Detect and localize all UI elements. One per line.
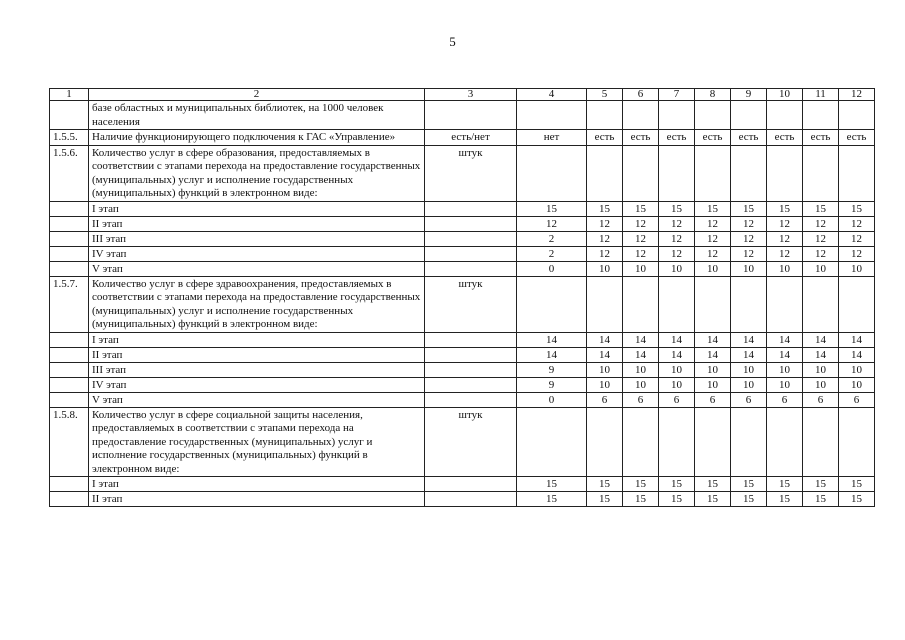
- indicator-code: [50, 362, 89, 377]
- value-cell: 12: [839, 231, 875, 246]
- stage-row: [50, 347, 875, 362]
- indicator-code: 1.5.6.: [50, 145, 89, 201]
- column-number-5: 5: [587, 89, 623, 101]
- value-cell: 10: [839, 377, 875, 392]
- value-cell: [839, 145, 875, 201]
- indicators-table: [49, 88, 875, 507]
- value-cell: есть: [767, 130, 803, 146]
- value-cell: 6: [839, 392, 875, 407]
- value-cell: [517, 276, 587, 332]
- value-cell: [623, 407, 659, 477]
- indicator-unit: [425, 392, 517, 407]
- value-cell: 12: [659, 216, 695, 231]
- value-cell: 10: [623, 362, 659, 377]
- value-cell: 10: [731, 362, 767, 377]
- value-cell: 15: [731, 201, 767, 216]
- stage-label: III этап: [89, 362, 425, 377]
- value-cell: 0: [517, 261, 587, 276]
- value-cell: 10: [695, 261, 731, 276]
- value-cell: 12: [623, 216, 659, 231]
- value-cell: 15: [767, 492, 803, 507]
- value-cell: 14: [767, 332, 803, 347]
- value-cell: 14: [517, 347, 587, 362]
- value-cell: [659, 276, 695, 332]
- value-cell: 15: [659, 492, 695, 507]
- table-row: [50, 101, 875, 130]
- value-cell: 10: [659, 377, 695, 392]
- value-cell: [767, 276, 803, 332]
- value-cell: есть: [731, 130, 767, 146]
- indicator-unit: [425, 332, 517, 347]
- indicator-code: [50, 377, 89, 392]
- stage-label: I этап: [89, 201, 425, 216]
- value-cell: [731, 407, 767, 477]
- indicator-text: Количество услуг в сфере здравоохранения, предоставляемых в соответствии с этапами перехода на предоставление государственных (муниципальных) услуг и исполнение государственных (муниципальных) функций в электронном виде:: [89, 276, 425, 332]
- value-cell: 9: [517, 362, 587, 377]
- stage-label: IV этап: [89, 377, 425, 392]
- value-cell: 10: [767, 377, 803, 392]
- value-cell: 10: [803, 362, 839, 377]
- table-row: [50, 276, 875, 332]
- value-cell: 12: [695, 246, 731, 261]
- value-cell: 12: [587, 216, 623, 231]
- indicator-code: 1.5.8.: [50, 407, 89, 477]
- indicator-code: [50, 216, 89, 231]
- value-cell: 14: [803, 332, 839, 347]
- value-cell: 6: [587, 392, 623, 407]
- value-cell: 12: [839, 246, 875, 261]
- value-cell: [623, 101, 659, 130]
- value-cell: 0: [517, 392, 587, 407]
- table-row: [50, 145, 875, 201]
- indicator-text: базе областных и муниципальных библиотек, на 1000 человек населения: [89, 101, 425, 130]
- value-cell: [695, 276, 731, 332]
- value-cell: 10: [803, 377, 839, 392]
- indicator-code: [50, 201, 89, 216]
- column-number-3: 3: [425, 89, 517, 101]
- value-cell: 10: [587, 377, 623, 392]
- value-cell: 6: [731, 392, 767, 407]
- indicator-unit: [425, 101, 517, 130]
- indicator-code: [50, 492, 89, 507]
- value-cell: [623, 145, 659, 201]
- value-cell: [587, 145, 623, 201]
- value-cell: 10: [623, 377, 659, 392]
- stage-row: [50, 201, 875, 216]
- indicator-unit: [425, 231, 517, 246]
- value-cell: есть: [803, 130, 839, 146]
- value-cell: 10: [623, 261, 659, 276]
- value-cell: [659, 101, 695, 130]
- stage-label: II этап: [89, 492, 425, 507]
- value-cell: 14: [767, 347, 803, 362]
- value-cell: [623, 276, 659, 332]
- value-cell: 14: [839, 347, 875, 362]
- column-number-11: 11: [803, 89, 839, 101]
- value-cell: [659, 145, 695, 201]
- value-cell: 15: [731, 492, 767, 507]
- indicator-code: [50, 101, 89, 130]
- value-cell: 10: [659, 362, 695, 377]
- value-cell: 9: [517, 377, 587, 392]
- value-cell: 15: [803, 492, 839, 507]
- value-cell: [803, 145, 839, 201]
- table-row: [50, 130, 875, 146]
- column-number-4: 4: [517, 89, 587, 101]
- indicator-unit: [425, 477, 517, 492]
- value-cell: [803, 101, 839, 130]
- value-cell: [803, 407, 839, 477]
- value-cell: 14: [731, 347, 767, 362]
- value-cell: 14: [623, 332, 659, 347]
- value-cell: 15: [659, 201, 695, 216]
- value-cell: 15: [517, 477, 587, 492]
- column-number-8: 8: [695, 89, 731, 101]
- value-cell: 12: [659, 231, 695, 246]
- stage-label: II этап: [89, 347, 425, 362]
- indicator-text: Количество услуг в сфере образования, предоставляемых в соответствии с этапами перехода на предоставление государственных (муниципальных) услуг и исполнение государственных (муниципальных) функций в электронном виде:: [89, 145, 425, 201]
- value-cell: 10: [587, 261, 623, 276]
- indicator-unit: [425, 362, 517, 377]
- value-cell: 15: [587, 492, 623, 507]
- value-cell: 12: [695, 216, 731, 231]
- column-number-6: 6: [623, 89, 659, 101]
- value-cell: [731, 276, 767, 332]
- value-cell: 12: [803, 231, 839, 246]
- value-cell: [587, 407, 623, 477]
- value-cell: 15: [587, 477, 623, 492]
- indicator-unit: [425, 377, 517, 392]
- value-cell: 14: [659, 332, 695, 347]
- value-cell: 15: [695, 477, 731, 492]
- value-cell: 14: [695, 347, 731, 362]
- value-cell: есть: [659, 130, 695, 146]
- value-cell: 12: [839, 216, 875, 231]
- indicator-unit: [425, 216, 517, 231]
- value-cell: 15: [731, 477, 767, 492]
- value-cell: 12: [587, 246, 623, 261]
- indicator-unit: штук: [425, 407, 517, 477]
- stage-label: IV этап: [89, 246, 425, 261]
- stage-row: [50, 492, 875, 507]
- value-cell: 12: [767, 246, 803, 261]
- value-cell: 6: [695, 392, 731, 407]
- stage-label: I этап: [89, 477, 425, 492]
- value-cell: [517, 145, 587, 201]
- indicator-unit: [425, 246, 517, 261]
- value-cell: [839, 407, 875, 477]
- column-number-10: 10: [767, 89, 803, 101]
- indicator-code: [50, 231, 89, 246]
- value-cell: [767, 145, 803, 201]
- value-cell: 10: [767, 261, 803, 276]
- value-cell: [695, 101, 731, 130]
- value-cell: 15: [767, 201, 803, 216]
- value-cell: 10: [839, 362, 875, 377]
- value-cell: 14: [587, 332, 623, 347]
- indicator-unit: [425, 492, 517, 507]
- value-cell: 2: [517, 246, 587, 261]
- value-cell: 15: [839, 201, 875, 216]
- value-cell: 10: [767, 362, 803, 377]
- value-cell: 6: [767, 392, 803, 407]
- value-cell: 12: [767, 216, 803, 231]
- column-number-row: [50, 89, 875, 101]
- value-cell: [839, 101, 875, 130]
- value-cell: 12: [623, 231, 659, 246]
- value-cell: 12: [623, 246, 659, 261]
- value-cell: 12: [803, 216, 839, 231]
- column-number-12: 12: [839, 89, 875, 101]
- stage-row: [50, 477, 875, 492]
- value-cell: 12: [767, 231, 803, 246]
- page-number: 5: [449, 34, 456, 49]
- stage-row: [50, 261, 875, 276]
- value-cell: 10: [587, 362, 623, 377]
- indicator-unit: штук: [425, 276, 517, 332]
- value-cell: 10: [695, 377, 731, 392]
- column-number-1: 1: [50, 89, 89, 101]
- value-cell: есть: [623, 130, 659, 146]
- value-cell: 15: [839, 492, 875, 507]
- indicator-unit: штук: [425, 145, 517, 201]
- value-cell: [587, 101, 623, 130]
- stage-label: II этап: [89, 216, 425, 231]
- stage-row: [50, 231, 875, 246]
- indicator-code: 1.5.7.: [50, 276, 89, 332]
- stage-label: I этап: [89, 332, 425, 347]
- stage-label: V этап: [89, 392, 425, 407]
- value-cell: 10: [659, 261, 695, 276]
- value-cell: 15: [517, 492, 587, 507]
- indicator-code: [50, 392, 89, 407]
- value-cell: 12: [695, 231, 731, 246]
- indicator-unit: [425, 347, 517, 362]
- value-cell: 15: [623, 477, 659, 492]
- indicator-code: [50, 347, 89, 362]
- value-cell: [587, 276, 623, 332]
- value-cell: [803, 276, 839, 332]
- indicator-code: [50, 261, 89, 276]
- value-cell: [731, 145, 767, 201]
- value-cell: 12: [731, 216, 767, 231]
- value-cell: 10: [695, 362, 731, 377]
- indicator-code: [50, 477, 89, 492]
- value-cell: 12: [731, 246, 767, 261]
- indicator-text: Наличие функционирующего подключения к ГАС «Управление»: [89, 130, 425, 146]
- stage-row: [50, 246, 875, 261]
- value-cell: [767, 101, 803, 130]
- value-cell: 14: [623, 347, 659, 362]
- value-cell: 10: [803, 261, 839, 276]
- stage-row: [50, 392, 875, 407]
- column-number-9: 9: [731, 89, 767, 101]
- value-cell: 12: [659, 246, 695, 261]
- value-cell: 10: [839, 261, 875, 276]
- value-cell: [731, 101, 767, 130]
- value-cell: 14: [517, 332, 587, 347]
- value-cell: [767, 407, 803, 477]
- indicator-code: [50, 332, 89, 347]
- value-cell: 15: [767, 477, 803, 492]
- value-cell: 10: [731, 261, 767, 276]
- column-number-2: 2: [89, 89, 425, 101]
- value-cell: 14: [659, 347, 695, 362]
- value-cell: 6: [623, 392, 659, 407]
- value-cell: 6: [803, 392, 839, 407]
- table-row: [50, 407, 875, 477]
- indicator-text: Количество услуг в сфере социальной защиты населения, предоставляемых в соответствии с этапами перехода на предоставление государственных (муниципальных) услуг и исполнение государственных (муниципальных) функций в электронном виде:: [89, 407, 425, 477]
- indicator-code: [50, 246, 89, 261]
- value-cell: 15: [803, 477, 839, 492]
- stage-label: V этап: [89, 261, 425, 276]
- value-cell: [695, 407, 731, 477]
- stage-row: [50, 216, 875, 231]
- indicator-code: 1.5.5.: [50, 130, 89, 146]
- value-cell: 2: [517, 231, 587, 246]
- column-number-7: 7: [659, 89, 695, 101]
- stage-row: [50, 362, 875, 377]
- value-cell: есть: [695, 130, 731, 146]
- value-cell: 14: [695, 332, 731, 347]
- stage-label: III этап: [89, 231, 425, 246]
- indicator-unit: [425, 201, 517, 216]
- value-cell: 15: [623, 201, 659, 216]
- value-cell: есть: [587, 130, 623, 146]
- value-cell: 15: [803, 201, 839, 216]
- value-cell: 15: [659, 477, 695, 492]
- value-cell: нет: [517, 130, 587, 146]
- value-cell: 15: [695, 492, 731, 507]
- value-cell: [839, 276, 875, 332]
- value-cell: 14: [839, 332, 875, 347]
- value-cell: 15: [517, 201, 587, 216]
- value-cell: 15: [587, 201, 623, 216]
- value-cell: [517, 101, 587, 130]
- stage-row: [50, 377, 875, 392]
- value-cell: 12: [517, 216, 587, 231]
- value-cell: 15: [623, 492, 659, 507]
- value-cell: [695, 145, 731, 201]
- indicator-unit: есть/нет: [425, 130, 517, 146]
- value-cell: 10: [731, 377, 767, 392]
- value-cell: 14: [731, 332, 767, 347]
- value-cell: 15: [839, 477, 875, 492]
- value-cell: 14: [803, 347, 839, 362]
- indicator-unit: [425, 261, 517, 276]
- value-cell: 6: [659, 392, 695, 407]
- stage-row: [50, 332, 875, 347]
- value-cell: [659, 407, 695, 477]
- value-cell: 12: [803, 246, 839, 261]
- value-cell: 14: [587, 347, 623, 362]
- value-cell: 15: [695, 201, 731, 216]
- value-cell: 12: [731, 231, 767, 246]
- value-cell: 12: [587, 231, 623, 246]
- value-cell: [517, 407, 587, 477]
- value-cell: есть: [839, 130, 875, 146]
